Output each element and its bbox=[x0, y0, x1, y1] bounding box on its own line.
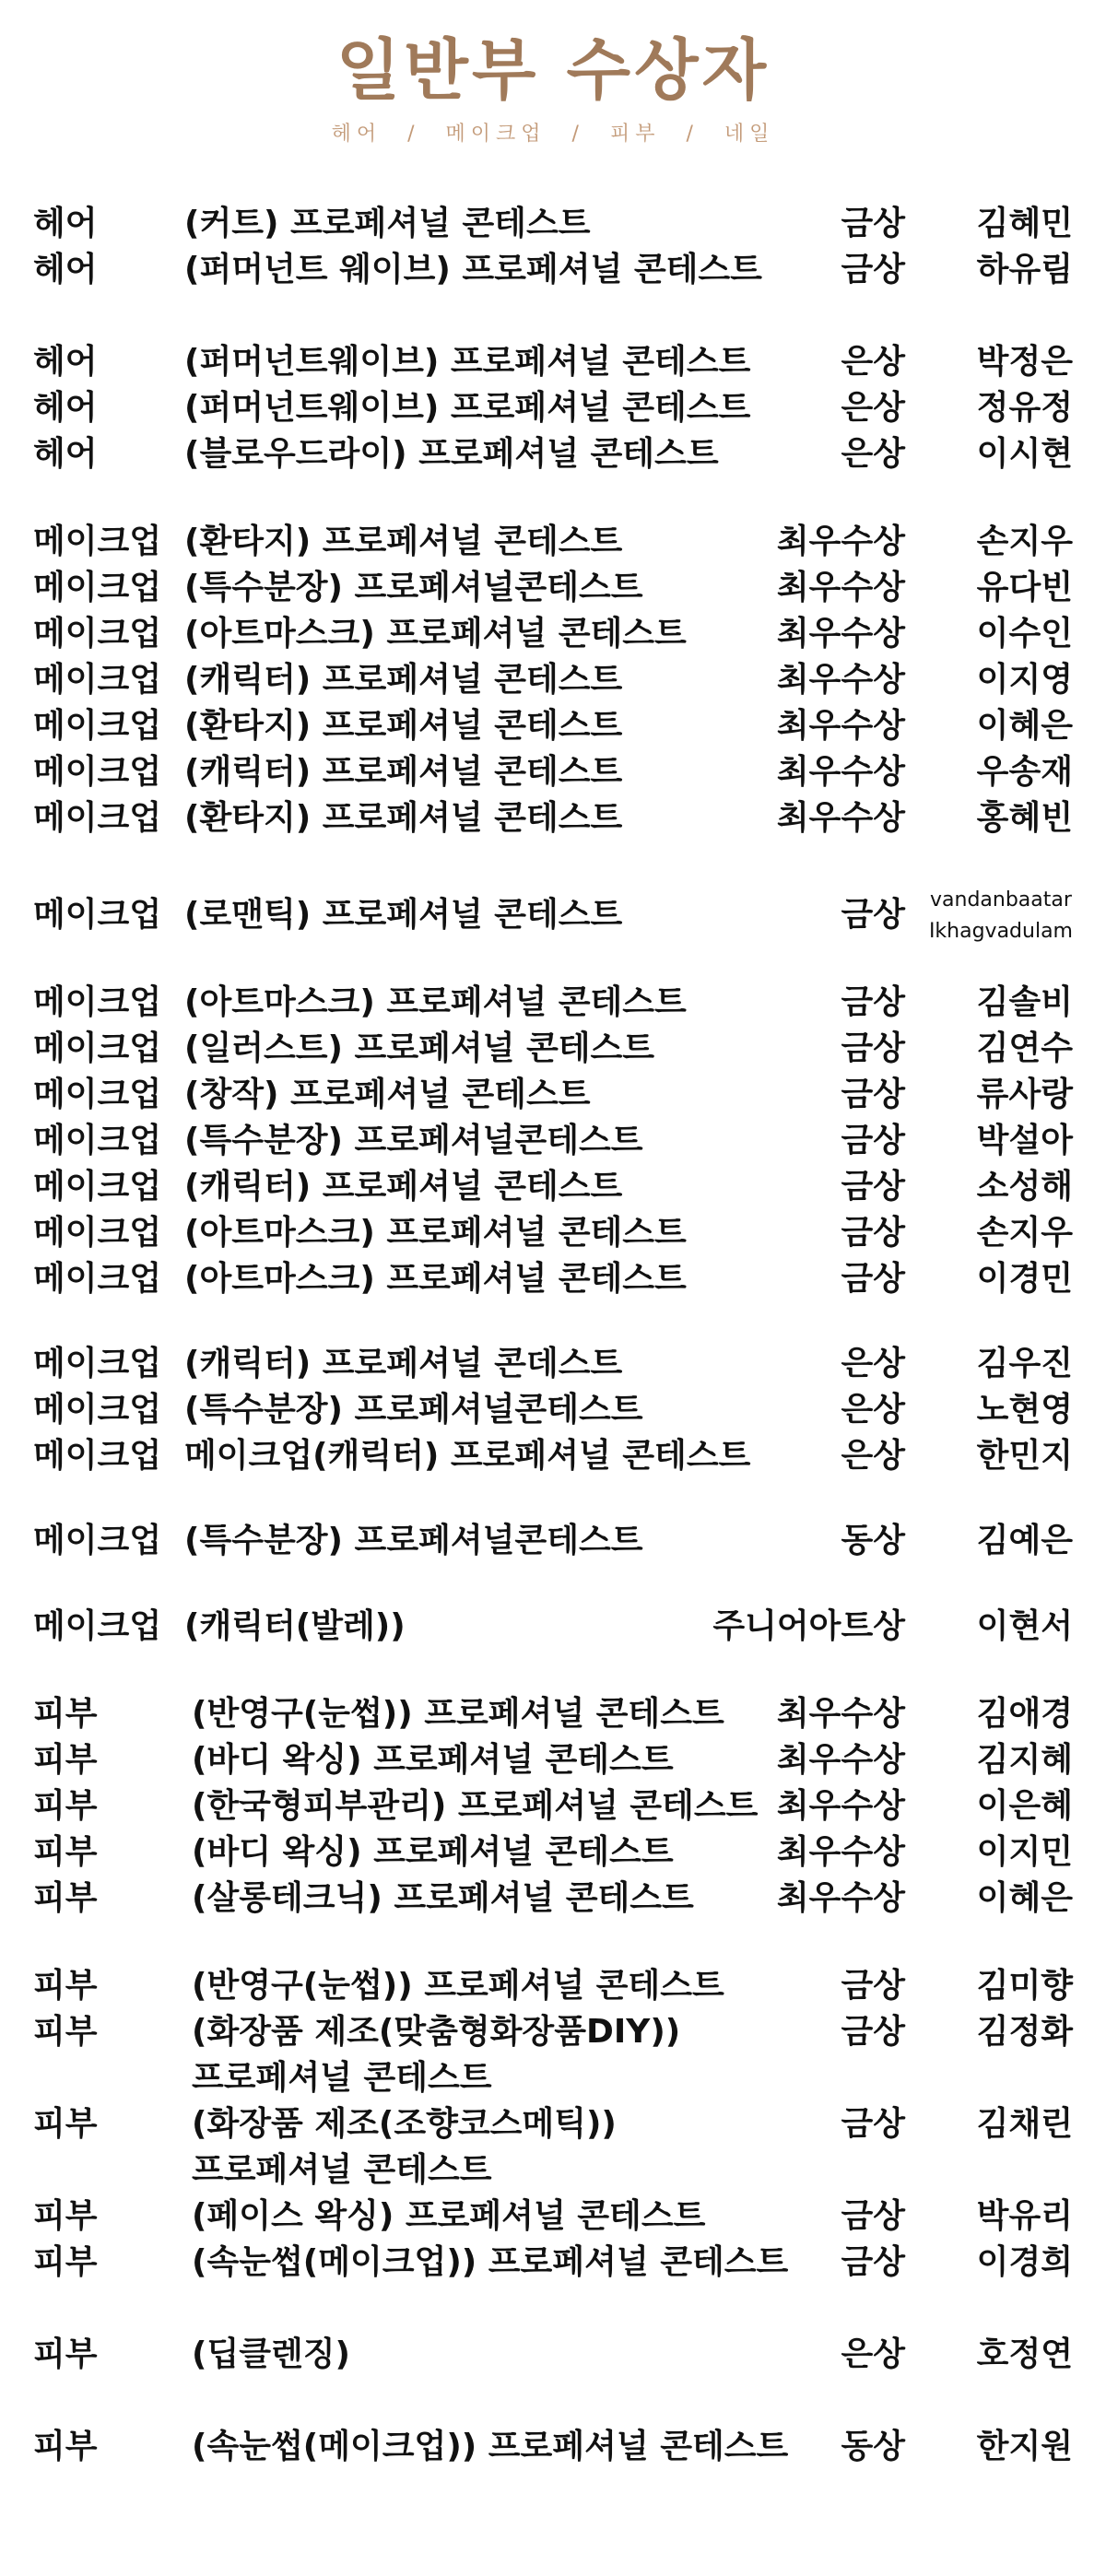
contest-name: (특수분장) 프로페셔널콘테스트 bbox=[184, 569, 643, 606]
winner-name-cell: 이수인 bbox=[976, 615, 1073, 653]
award-cell: 최우수상 bbox=[776, 661, 905, 699]
winner-name-cell: 김정화 bbox=[976, 2013, 1073, 2051]
category-cell: 메이크업 bbox=[33, 1122, 162, 1159]
contest-cell bbox=[192, 1876, 694, 1922]
award-cell: 금상 bbox=[841, 1260, 905, 1298]
category-cell: 메이크업 bbox=[33, 1391, 162, 1429]
contest-cell bbox=[192, 2332, 350, 2378]
contest-cell bbox=[184, 1118, 643, 1164]
award-cell: 금상 bbox=[841, 1122, 905, 1159]
winner-name-cell: 김혜민 bbox=[976, 205, 1073, 242]
award-cell: 최우수상 bbox=[776, 615, 905, 653]
contest-name: (환타지) 프로페셔널 콘테스트 bbox=[184, 523, 623, 560]
contest-name: (딥클렌징) bbox=[192, 2335, 351, 2373]
contest-cell bbox=[184, 611, 687, 657]
category-cell: 피부 bbox=[33, 1787, 98, 1825]
contest-cell bbox=[184, 1433, 750, 1479]
category-cell: 피부 bbox=[33, 1879, 98, 1917]
category-cell: 메이크업 bbox=[33, 615, 162, 653]
contest-cell bbox=[184, 1256, 687, 1302]
contest-name: (퍼머넌트웨이브) 프로페셔널 콘테스트 bbox=[184, 389, 751, 427]
winner-name-cell: 정유정 bbox=[976, 389, 1073, 427]
category-cell: 피부 bbox=[33, 2013, 98, 2051]
category-cell: 메이크업 bbox=[33, 1076, 162, 1113]
award-cell: 최우수상 bbox=[776, 569, 905, 606]
contest-cell bbox=[192, 2194, 705, 2240]
contest-name: (일러스트) 프로페셔널 콘테스트 bbox=[184, 1029, 655, 1067]
winner-name-cell: 김미향 bbox=[976, 1967, 1073, 2005]
contest-name: (캐릭터) 프로페셔널 콘테스트 bbox=[184, 753, 623, 791]
subtitle-separator: / bbox=[686, 123, 699, 146]
category-subtitle bbox=[0, 118, 1106, 147]
award-cell: 최우수상 bbox=[776, 1741, 905, 1779]
subtitle-separator: / bbox=[571, 123, 584, 146]
contest-name: (속눈썹(메이크업)) 프로페셔널 콘테스트 bbox=[192, 2428, 789, 2465]
award-cell: 최우수상 bbox=[776, 799, 905, 837]
winner-name-cell: 박정은 bbox=[976, 343, 1073, 381]
winner-name-cell: 김예은 bbox=[976, 1522, 1073, 1559]
category-cell: 피부 bbox=[33, 2335, 98, 2373]
contest-name-line2: 프로페셔널 콘테스트 bbox=[192, 2059, 492, 2097]
contest-cell bbox=[184, 892, 622, 938]
winner-name-cell: 소성해 bbox=[976, 1168, 1073, 1206]
contest-cell bbox=[184, 749, 622, 795]
winner-name-cell: 류사랑 bbox=[976, 1076, 1073, 1113]
contest-cell bbox=[184, 201, 591, 247]
award-cell: 주니어아트상 bbox=[712, 1607, 905, 1645]
category-cell: 메이크업 bbox=[33, 1029, 162, 1067]
winner-name-cell: 손지우 bbox=[976, 523, 1073, 560]
contest-name: (블로우드라이) 프로페셔널 콘테스트 bbox=[184, 435, 719, 473]
category-cell: 피부 bbox=[33, 2105, 98, 2143]
contest-name: (속눈썹(메이크업)) 프로페셔널 콘테스트 bbox=[192, 2243, 789, 2281]
winner-name-cell: 김애경 bbox=[976, 1695, 1073, 1733]
award-cell: 은상 bbox=[841, 435, 905, 473]
winner-name-cell bbox=[929, 885, 1073, 947]
page-title: 일반부 수상자 bbox=[335, 31, 771, 109]
category-cell: 피부 bbox=[33, 2197, 98, 2235]
contest-cell bbox=[184, 1164, 622, 1210]
award-cell: 금상 bbox=[841, 983, 905, 1021]
contest-cell bbox=[192, 1691, 724, 1737]
contest-name: 메이크업(캐릭터) 프로페셔널 콘테스트 bbox=[184, 1437, 751, 1475]
category-cell: 메이크업 bbox=[33, 896, 162, 934]
contest-name: (특수분장) 프로페셔널콘테스트 bbox=[184, 1391, 643, 1429]
winner-name-cell: 이혜은 bbox=[976, 1879, 1073, 1917]
category-cell: 메이크업 bbox=[33, 1607, 162, 1645]
award-cell: 금상 bbox=[841, 2013, 905, 2051]
contest-cell bbox=[184, 795, 622, 841]
contest-cell bbox=[192, 1963, 724, 2009]
award-cell: 금상 bbox=[841, 1168, 905, 1206]
winner-name-cell: 이현서 bbox=[976, 1607, 1073, 1645]
winner-name-cell: 호정연 bbox=[976, 2335, 1073, 2373]
award-cell: 은상 bbox=[841, 2335, 905, 2373]
winner-name-cell: 한지원 bbox=[976, 2428, 1073, 2465]
award-cell: 은상 bbox=[841, 1437, 905, 1475]
category-cell: 메이크업 bbox=[33, 799, 162, 837]
category-cell: 피부 bbox=[33, 2428, 98, 2465]
award-cell: 금상 bbox=[841, 1076, 905, 1113]
contest-cell bbox=[184, 1341, 622, 1387]
winner-name-cell: 김솔비 bbox=[976, 983, 1073, 1021]
category-cell: 피부 bbox=[33, 1741, 98, 1779]
category-cell: 헤어 bbox=[33, 389, 98, 427]
category-cell: 메이크업 bbox=[33, 983, 162, 1021]
contest-cell bbox=[184, 247, 762, 293]
contest-name: (창작) 프로페셔널 콘테스트 bbox=[184, 1076, 591, 1113]
contest-cell bbox=[184, 657, 622, 703]
winner-name-cell: 김지혜 bbox=[976, 1741, 1073, 1779]
award-cell: 금상 bbox=[841, 2197, 905, 2235]
winner-name-cell: 손지우 bbox=[976, 1214, 1073, 1252]
award-cell: 은상 bbox=[841, 1345, 905, 1382]
category-cell: 피부 bbox=[33, 1833, 98, 1871]
category-cell: 피부 bbox=[33, 1967, 98, 2005]
contest-name: (로맨틱) 프로페셔널 콘테스트 bbox=[184, 896, 623, 934]
contest-cell bbox=[192, 2424, 788, 2470]
contest-name: (캐릭터) 프로페셔널 콘테스트 bbox=[184, 661, 623, 699]
contest-name: (반영구(눈썹)) 프로페셔널 콘테스트 bbox=[192, 1695, 724, 1733]
award-cell: 금상 bbox=[841, 896, 905, 934]
contest-name: (아트마스크) 프로페셔널 콘테스트 bbox=[184, 615, 687, 653]
contest-cell bbox=[192, 1737, 674, 1783]
contest-cell bbox=[184, 1210, 687, 1256]
subtitle-category-makeup: 메이크업 bbox=[445, 123, 547, 146]
award-cell: 최우수상 bbox=[776, 753, 905, 791]
award-cell: 금상 bbox=[841, 251, 905, 288]
contest-name: (한국형피부관리) 프로페셔널 콘테스트 bbox=[192, 1787, 759, 1825]
category-cell: 메이크업 bbox=[33, 1260, 162, 1298]
contest-name: (캐릭터) 프로페셔널 콘테스트 bbox=[184, 1168, 623, 1206]
category-cell: 메이크업 bbox=[33, 1214, 162, 1252]
award-cell: 최우수상 bbox=[776, 1695, 905, 1733]
contest-name: (바디 왁싱) 프로페셔널 콘테스트 bbox=[192, 1741, 674, 1779]
winner-name-cell: 이시현 bbox=[976, 435, 1073, 473]
category-cell: 메이크업 bbox=[33, 569, 162, 606]
award-cell: 최우수상 bbox=[776, 1833, 905, 1871]
winner-name-cell: 김연수 bbox=[976, 1029, 1073, 1067]
winner-name-cell: 유다빈 bbox=[976, 569, 1073, 606]
contest-cell bbox=[192, 2009, 680, 2101]
contest-cell bbox=[184, 1604, 406, 1650]
category-cell: 피부 bbox=[33, 2243, 98, 2281]
award-cell: 금상 bbox=[841, 205, 905, 242]
winner-name-cell: 이지민 bbox=[976, 1833, 1073, 1871]
contest-cell bbox=[184, 980, 687, 1026]
contest-name: (화장품 제조(조향코스메틱)) bbox=[192, 2105, 617, 2143]
category-cell: 피부 bbox=[33, 1695, 98, 1733]
contest-name: (페이스 왁싱) 프로페셔널 콘테스트 bbox=[192, 2197, 706, 2235]
winner-name-cell: 우송재 bbox=[976, 753, 1073, 791]
winner-name-cell: 이경민 bbox=[976, 1260, 1073, 1298]
contest-cell bbox=[184, 1518, 643, 1564]
category-cell: 헤어 bbox=[33, 435, 98, 473]
award-cell: 금상 bbox=[841, 1029, 905, 1067]
award-cell: 최우수상 bbox=[776, 523, 905, 560]
category-cell: 메이크업 bbox=[33, 1168, 162, 1206]
contest-cell bbox=[192, 1783, 758, 1829]
contest-cell bbox=[192, 1829, 674, 1876]
winner-name-cell: 한민지 bbox=[976, 1437, 1073, 1475]
contest-name: (퍼머넌트웨이브) 프로페셔널 콘테스트 bbox=[184, 343, 751, 381]
contest-name: (아트마스크) 프로페셔널 콘테스트 bbox=[184, 983, 687, 1021]
contest-name: (캐릭터(발레)) bbox=[184, 1607, 406, 1645]
category-cell: 메이크업 bbox=[33, 523, 162, 560]
contest-cell bbox=[184, 1026, 654, 1072]
winner-name-cell: 박유리 bbox=[976, 2197, 1073, 2235]
award-cell: 은상 bbox=[841, 389, 905, 427]
category-cell: 헤어 bbox=[33, 251, 98, 288]
award-cell: 최우수상 bbox=[776, 707, 905, 745]
winner-name-cell: 노현영 bbox=[976, 1391, 1073, 1429]
category-cell: 메이크업 bbox=[33, 1437, 162, 1475]
category-cell: 헤어 bbox=[33, 343, 98, 381]
contest-cell bbox=[184, 519, 622, 565]
contest-cell bbox=[184, 565, 643, 611]
award-cell: 금상 bbox=[841, 2105, 905, 2143]
winner-name-cell: 김채린 bbox=[976, 2105, 1073, 2143]
contest-cell bbox=[184, 385, 750, 431]
contest-name: (아트마스크) 프로페셔널 콘테스트 bbox=[184, 1260, 687, 1298]
winner-name-cell: 김우진 bbox=[976, 1345, 1073, 1382]
contest-cell bbox=[192, 2240, 788, 2286]
category-cell: 메이크업 bbox=[33, 661, 162, 699]
winner-name-cell: 홍혜빈 bbox=[976, 799, 1073, 837]
winner-name-cell: 하유림 bbox=[976, 251, 1073, 288]
subtitle-category-skin: 피부 bbox=[609, 123, 661, 146]
winner-name-cell: 이혜은 bbox=[976, 707, 1073, 745]
category-cell: 헤어 bbox=[33, 205, 98, 242]
winner-name-line1: vandanbaatar bbox=[930, 888, 1072, 912]
award-cell: 금상 bbox=[841, 1967, 905, 2005]
contest-name: (환타지) 프로페셔널 콘테스트 bbox=[184, 799, 623, 837]
category-cell: 메이크업 bbox=[33, 753, 162, 791]
winner-name-cell: 이지영 bbox=[976, 661, 1073, 699]
award-cell: 금상 bbox=[841, 2243, 905, 2281]
contest-name: (살롱테크닉) 프로페셔널 콘테스트 bbox=[192, 1879, 694, 1917]
contest-name: (특수분장) 프로페셔널콘테스트 bbox=[184, 1522, 643, 1559]
award-cell: 금상 bbox=[841, 1214, 905, 1252]
award-cell: 최우수상 bbox=[776, 1787, 905, 1825]
category-cell: 메이크업 bbox=[33, 1345, 162, 1382]
contest-cell bbox=[184, 431, 719, 477]
award-cell: 동상 bbox=[841, 1522, 905, 1559]
winner-name-cell: 이경희 bbox=[976, 2243, 1073, 2281]
contest-name: (바디 왁싱) 프로페셔널 콘테스트 bbox=[192, 1833, 674, 1871]
winner-name-line2: Ikhagvadulam bbox=[928, 920, 1073, 943]
award-cell: 동상 bbox=[841, 2428, 905, 2465]
subtitle-category-hair: 헤어 bbox=[331, 123, 382, 146]
winner-name-cell: 이은혜 bbox=[976, 1787, 1073, 1825]
contest-name: (커트) 프로페셔널 콘테스트 bbox=[184, 205, 591, 242]
contest-cell bbox=[192, 2101, 617, 2194]
contest-cell bbox=[184, 339, 750, 385]
category-cell: 메이크업 bbox=[33, 707, 162, 745]
contest-name: (반영구(눈썹)) 프로페셔널 콘테스트 bbox=[192, 1967, 724, 2005]
award-cell: 은상 bbox=[841, 1391, 905, 1429]
contest-name: (퍼머넌트 웨이브) 프로페셔널 콘테스트 bbox=[184, 251, 762, 288]
contest-cell bbox=[184, 1387, 643, 1433]
award-cell: 은상 bbox=[841, 343, 905, 381]
contest-name: (특수분장) 프로페셔널콘테스트 bbox=[184, 1122, 643, 1159]
contest-name: (환타지) 프로페셔널 콘테스트 bbox=[184, 707, 623, 745]
contest-cell bbox=[184, 1072, 591, 1118]
subtitle-separator: / bbox=[407, 123, 420, 146]
contest-cell bbox=[184, 703, 622, 749]
subtitle-category-nail: 네일 bbox=[724, 123, 775, 146]
contest-name: (캐릭터) 프로페셔널 콘데스트 bbox=[184, 1345, 623, 1382]
contest-name: (아트마스크) 프로페셔널 콘테스트 bbox=[184, 1214, 687, 1252]
winner-name-cell: 박설아 bbox=[976, 1122, 1073, 1159]
contest-name: (화장품 제조(맞춤형화장품DIY)) bbox=[192, 2013, 681, 2051]
award-cell: 최우수상 bbox=[776, 1879, 905, 1917]
contest-name-line2: 프로페셔널 콘테스트 bbox=[192, 2151, 492, 2189]
category-cell: 메이크업 bbox=[33, 1522, 162, 1559]
